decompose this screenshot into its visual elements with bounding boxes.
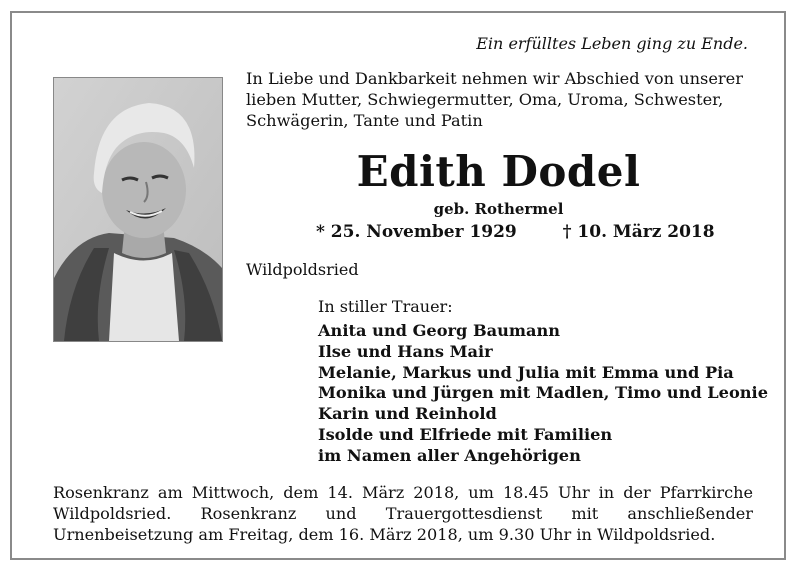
birth-date: * 25. November 1929 (316, 222, 517, 242)
mourner-entry: Isolde und Elfriede mit Familien (318, 424, 613, 444)
mourner-entry: Anita und Georg Baumann (318, 321, 561, 340)
place-name: Wildpoldsried (246, 260, 359, 279)
deceased-name: Edith Dodel (356, 147, 641, 196)
mourner-entry: Melanie, Markus und Julia mit Emma und Pia (318, 362, 734, 382)
mourning-heading: In stiller Trauer: (318, 297, 453, 316)
life-dates (316, 222, 715, 242)
death-date: † 10. März 2018 (562, 222, 715, 242)
mourner-entry: Monika und Jürgen mit Madlen, Timo und Leonie (318, 383, 768, 403)
mourner-entry: Karin und Reinhold (318, 404, 497, 424)
motto: Ein erfülltes Leben ging zu Ende. (476, 34, 748, 53)
mourner-entry: Ilse und Hans Mair (318, 341, 493, 361)
service-details: Rosenkranz am Mittwoch, dem 14. März 2018, um 18.45 Uhr in der Pfarrkirche Wildpoldsried. Rosenkranz und Trauergottesdienst mit anschließender Urnenbeisetzung am Freitag, dem 16. März 2018, um 9.30 Uhr in Wildpoldsried. (53, 483, 753, 544)
intro-text: In Liebe und Dankbarkeit nehmen wir Abschied von unserer lieben Mutter, Schwiegermutter, Oma, Uroma, Schwester, Schwägerin, Tante und Patin (246, 69, 743, 130)
mourners-list (318, 321, 768, 467)
mourner-entry: im Namen aller Angehörigen (318, 445, 581, 465)
portrait-photo (53, 77, 223, 342)
maiden-name: geb. Rothermel (433, 200, 564, 218)
